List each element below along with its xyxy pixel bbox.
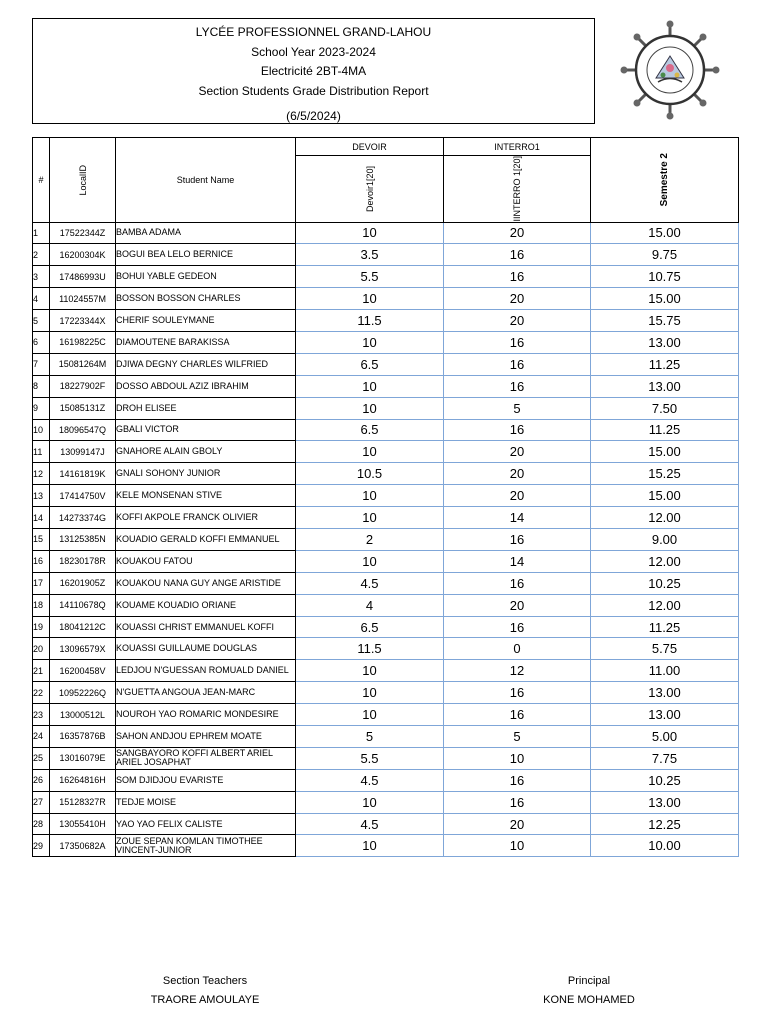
student-localid: 13096579X xyxy=(50,638,116,660)
table-row xyxy=(33,682,739,704)
table-row xyxy=(33,310,739,332)
devoir-grade: 4.5 xyxy=(296,572,444,594)
semestre-average: 9.75 xyxy=(591,244,739,266)
table-row xyxy=(33,572,739,594)
devoir-grade: 10 xyxy=(296,835,444,857)
student-name: KELE MONSENAN STIVE xyxy=(116,485,296,507)
interro-grade: 20 xyxy=(444,222,591,244)
student-localid: 16357876B xyxy=(50,726,116,748)
row-number: 15 xyxy=(33,529,50,551)
table-row xyxy=(33,463,739,485)
table-row xyxy=(33,222,739,244)
semestre-average: 11.00 xyxy=(591,660,739,682)
table-row xyxy=(33,550,739,572)
student-localid: 16201905Z xyxy=(50,572,116,594)
student-name: YAO YAO FELIX CALISTE xyxy=(116,813,296,835)
interro-grade: 20 xyxy=(444,594,591,616)
student-localid: 13000512L xyxy=(50,704,116,726)
interro-grade: 12 xyxy=(444,660,591,682)
devoir-grade: 10 xyxy=(296,397,444,419)
row-number: 7 xyxy=(33,353,50,375)
student-name: SOM DJIDJOU EVARISTE xyxy=(116,769,296,791)
row-number: 11 xyxy=(33,441,50,463)
student-name: DJIWA DEGNY CHARLES WILFRIED xyxy=(116,353,296,375)
devoir-grade: 10 xyxy=(296,660,444,682)
table-row xyxy=(33,397,739,419)
semestre-average: 12.00 xyxy=(591,507,739,529)
table-row xyxy=(33,441,739,463)
table-row xyxy=(33,638,739,660)
teacher-role: Section Teachers xyxy=(162,975,248,987)
student-localid: 16200458V xyxy=(50,660,116,682)
student-name: KOFFI AKPOLE FRANCK OLIVIER xyxy=(116,507,296,529)
devoir-grade: 10 xyxy=(296,507,444,529)
row-number: 22 xyxy=(33,682,50,704)
student-localid: 16264816H xyxy=(50,769,116,791)
col-header-devoir1: Devoir1[20] xyxy=(296,156,444,223)
devoir-grade: 10 xyxy=(296,288,444,310)
devoir-grade: 3.5 xyxy=(296,244,444,266)
interro-grade: 16 xyxy=(444,353,591,375)
col-header-localid: LocalID xyxy=(50,138,116,223)
devoir-grade: 5.5 xyxy=(296,747,444,769)
row-number: 29 xyxy=(33,835,50,857)
row-number: 27 xyxy=(33,791,50,813)
student-localid: 13125385N xyxy=(50,529,116,551)
interro-grade: 16 xyxy=(444,791,591,813)
row-number: 17 xyxy=(33,572,50,594)
devoir-grade: 10 xyxy=(296,791,444,813)
student-name: DIAMOUTENE BARAKISSA xyxy=(116,331,296,353)
row-number: 23 xyxy=(33,704,50,726)
interro-grade: 5 xyxy=(444,397,591,419)
devoir-grade: 10 xyxy=(296,704,444,726)
principal-role: Principal xyxy=(567,975,611,987)
table-row xyxy=(33,288,739,310)
student-name: SAHON ANDJOU EPHREM MOATE xyxy=(116,726,296,748)
semestre-average: 10.25 xyxy=(591,769,739,791)
table-row xyxy=(33,485,739,507)
student-localid: 13016079E xyxy=(50,747,116,769)
table-row xyxy=(33,791,739,813)
col-group-devoir: DEVOIR xyxy=(296,138,444,156)
student-name: KOUASSI CHRIST EMMANUEL KOFFI xyxy=(116,616,296,638)
devoir-grade: 6.5 xyxy=(296,616,444,638)
grades-table xyxy=(32,137,739,857)
student-localid: 17223344X xyxy=(50,310,116,332)
student-name: GBALI VICTOR xyxy=(116,419,296,441)
col-header-interro1: IINTERRO 1[20] xyxy=(444,156,591,223)
semestre-average: 5.00 xyxy=(591,726,739,748)
table-row xyxy=(33,835,739,857)
table-row xyxy=(33,244,739,266)
row-number: 10 xyxy=(33,419,50,441)
student-localid: 17486993U xyxy=(50,266,116,288)
interro-grade: 20 xyxy=(444,288,591,310)
row-number: 26 xyxy=(33,769,50,791)
student-localid: 10952226Q xyxy=(50,682,116,704)
table-row xyxy=(33,726,739,748)
table-row xyxy=(33,529,739,551)
devoir-grade: 11.5 xyxy=(296,310,444,332)
row-number: 2 xyxy=(33,244,50,266)
devoir-grade: 10 xyxy=(296,485,444,507)
col-group-interro: INTERRO1 xyxy=(444,138,591,156)
semestre-average: 7.75 xyxy=(591,747,739,769)
interro-grade: 10 xyxy=(444,835,591,857)
interro-grade: 16 xyxy=(444,419,591,441)
student-localid: 17522344Z xyxy=(50,222,116,244)
student-localid: 16200304K xyxy=(50,244,116,266)
student-name: SANGBAYORO KOFFI ALBERT ARIEL ARIEL JOSAPHAT xyxy=(116,747,296,769)
interro-grade: 14 xyxy=(444,550,591,572)
interro-grade: 16 xyxy=(444,529,591,551)
table-row xyxy=(33,704,739,726)
student-name: DROH ELISEE xyxy=(116,397,296,419)
devoir-grade: 11.5 xyxy=(296,638,444,660)
row-number: 1 xyxy=(33,222,50,244)
student-name: N'GUETTA ANGOUA JEAN-MARC xyxy=(116,682,296,704)
student-localid: 15085131Z xyxy=(50,397,116,419)
student-localid: 17350682A xyxy=(50,835,116,857)
devoir-grade: 6.5 xyxy=(296,419,444,441)
student-name: TEDJE MOISE xyxy=(116,791,296,813)
student-localid: 18096547Q xyxy=(50,419,116,441)
semestre-average: 15.00 xyxy=(591,288,739,310)
student-name: DOSSO ABDOUL AZIZ IBRAHIM xyxy=(116,375,296,397)
semestre-average: 13.00 xyxy=(591,791,739,813)
row-number: 24 xyxy=(33,726,50,748)
row-number: 13 xyxy=(33,485,50,507)
student-localid: 13099147J xyxy=(50,441,116,463)
student-name: BOSSON BOSSON CHARLES xyxy=(116,288,296,310)
devoir-grade: 5.5 xyxy=(296,266,444,288)
row-number: 19 xyxy=(33,616,50,638)
student-name: KOUAME KOUADIO ORIANE xyxy=(116,594,296,616)
interro-grade: 16 xyxy=(444,769,591,791)
col-header-student-name: Student Name xyxy=(116,138,296,223)
student-localid: 15128327R xyxy=(50,791,116,813)
student-name: KOUASSI GUILLAUME DOUGLAS xyxy=(116,638,296,660)
devoir-grade: 5 xyxy=(296,726,444,748)
interro-grade: 16 xyxy=(444,375,591,397)
report-title: Section Students Grade Distribution Report xyxy=(198,83,429,98)
table-row xyxy=(33,375,739,397)
student-name: KOUAKOU NANA GUY ANGE ARISTIDE xyxy=(116,572,296,594)
row-number: 3 xyxy=(33,266,50,288)
interro-grade: 16 xyxy=(444,704,591,726)
interro-grade: 20 xyxy=(444,441,591,463)
table-row xyxy=(33,594,739,616)
student-localid: 11024557M xyxy=(50,288,116,310)
table-row xyxy=(33,353,739,375)
table-row xyxy=(33,507,739,529)
devoir-grade: 10 xyxy=(296,682,444,704)
interro-grade: 16 xyxy=(444,266,591,288)
student-name: LEDJOU N'GUESSAN ROMUALD DANIEL xyxy=(116,660,296,682)
student-name: ZOUE SEPAN KOMLAN TIMOTHEE VINCENT-JUNIOR xyxy=(116,835,296,857)
semestre-average: 15.00 xyxy=(591,441,739,463)
semestre-average: 15.75 xyxy=(591,310,739,332)
row-number: 4 xyxy=(33,288,50,310)
student-localid: 14273374G xyxy=(50,507,116,529)
row-number: 12 xyxy=(33,463,50,485)
student-name: CHERIF SOULEYMANE xyxy=(116,310,296,332)
school-name: LYCÉE PROFESSIONNEL GRAND-LAHOU xyxy=(195,25,432,39)
interro-grade: 14 xyxy=(444,507,591,529)
col-header-semestre: Semestre 2 xyxy=(591,138,739,223)
row-number: 5 xyxy=(33,310,50,332)
semestre-average: 10.00 xyxy=(591,835,739,857)
student-localid: 16198225C xyxy=(50,331,116,353)
student-localid: 18041212C xyxy=(50,616,116,638)
row-number: 6 xyxy=(33,331,50,353)
semestre-average: 15.00 xyxy=(591,485,739,507)
devoir-grade: 10 xyxy=(296,331,444,353)
interro-grade: 16 xyxy=(444,572,591,594)
row-number: 20 xyxy=(33,638,50,660)
row-number: 8 xyxy=(33,375,50,397)
student-localid: 13055410H xyxy=(50,813,116,835)
semestre-average: 11.25 xyxy=(591,419,739,441)
table-row xyxy=(33,747,739,769)
table-row xyxy=(33,266,739,288)
interro-grade: 20 xyxy=(444,463,591,485)
table-row xyxy=(33,813,739,835)
interro-grade: 16 xyxy=(444,244,591,266)
student-localid: 14161819K xyxy=(50,463,116,485)
table-row xyxy=(33,331,739,353)
table-row xyxy=(33,419,739,441)
semestre-average: 11.25 xyxy=(591,616,739,638)
student-name: KOUADIO GERALD KOFFI EMMANUEL xyxy=(116,529,296,551)
devoir-grade: 4.5 xyxy=(296,813,444,835)
section-name: Electricité 2BT-4MA xyxy=(260,64,367,78)
student-name: BOHUI YABLE GEDEON xyxy=(116,266,296,288)
teacher-name: TRAORE AMOULAYE xyxy=(150,994,260,1006)
semestre-average: 12.00 xyxy=(591,550,739,572)
table-row xyxy=(33,660,739,682)
devoir-grade: 10 xyxy=(296,550,444,572)
row-number: 9 xyxy=(33,397,50,419)
row-number: 14 xyxy=(33,507,50,529)
principal-signature xyxy=(509,972,669,1010)
semestre-average: 13.00 xyxy=(591,331,739,353)
student-localid: 14110678Q xyxy=(50,594,116,616)
semestre-average: 13.00 xyxy=(591,704,739,726)
interro-grade: 0 xyxy=(444,638,591,660)
row-number: 28 xyxy=(33,813,50,835)
interro-grade: 20 xyxy=(444,813,591,835)
devoir-grade: 4.5 xyxy=(296,769,444,791)
semestre-average: 13.00 xyxy=(591,375,739,397)
table-row xyxy=(33,616,739,638)
row-number: 16 xyxy=(33,550,50,572)
devoir-grade: 2 xyxy=(296,529,444,551)
report-date: (6/5/2024) xyxy=(286,109,341,123)
report-header xyxy=(32,18,595,124)
devoir-grade: 4 xyxy=(296,594,444,616)
semestre-average: 10.75 xyxy=(591,266,739,288)
semestre-average: 9.00 xyxy=(591,529,739,551)
row-number: 18 xyxy=(33,594,50,616)
semestre-average: 7.50 xyxy=(591,397,739,419)
student-localid: 18227902F xyxy=(50,375,116,397)
teacher-signature xyxy=(125,972,285,1010)
table-row xyxy=(33,769,739,791)
interro-grade: 16 xyxy=(444,682,591,704)
student-name: GNAHORE ALAIN GBOLY xyxy=(116,441,296,463)
student-name: KOUAKOU FATOU xyxy=(116,550,296,572)
interro-grade: 20 xyxy=(444,485,591,507)
semestre-average: 15.25 xyxy=(591,463,739,485)
student-name: GNALI SOHONY JUNIOR xyxy=(116,463,296,485)
semestre-average: 12.25 xyxy=(591,813,739,835)
interro-grade: 10 xyxy=(444,747,591,769)
school-year: School Year 2023-2024 xyxy=(251,44,376,59)
semestre-average: 13.00 xyxy=(591,682,739,704)
semestre-average: 12.00 xyxy=(591,594,739,616)
interro-grade: 20 xyxy=(444,310,591,332)
student-localid: 18230178R xyxy=(50,550,116,572)
row-number: 25 xyxy=(33,747,50,769)
semestre-average: 5.75 xyxy=(591,638,739,660)
student-name: NOUROH YAO ROMARIC MONDESIRE xyxy=(116,704,296,726)
row-number: 21 xyxy=(33,660,50,682)
devoir-grade: 10 xyxy=(296,375,444,397)
principal-name: KONE MOHAMED xyxy=(543,994,635,1006)
student-localid: 15081264M xyxy=(50,353,116,375)
col-header-number: # xyxy=(33,138,50,223)
student-name: BAMBA ADAMA xyxy=(116,222,296,244)
devoir-grade: 10 xyxy=(296,222,444,244)
devoir-grade: 10.5 xyxy=(296,463,444,485)
interro-grade: 16 xyxy=(444,331,591,353)
student-localid: 17414750V xyxy=(50,485,116,507)
student-name: BOGUI BEA LELO BERNICE xyxy=(116,244,296,266)
semestre-average: 15.00 xyxy=(591,222,739,244)
semestre-average: 11.25 xyxy=(591,353,739,375)
interro-grade: 16 xyxy=(444,616,591,638)
devoir-grade: 10 xyxy=(296,441,444,463)
devoir-grade: 6.5 xyxy=(296,353,444,375)
interro-grade: 5 xyxy=(444,726,591,748)
school-seal-logo xyxy=(620,20,720,120)
semestre-average: 10.25 xyxy=(591,572,739,594)
